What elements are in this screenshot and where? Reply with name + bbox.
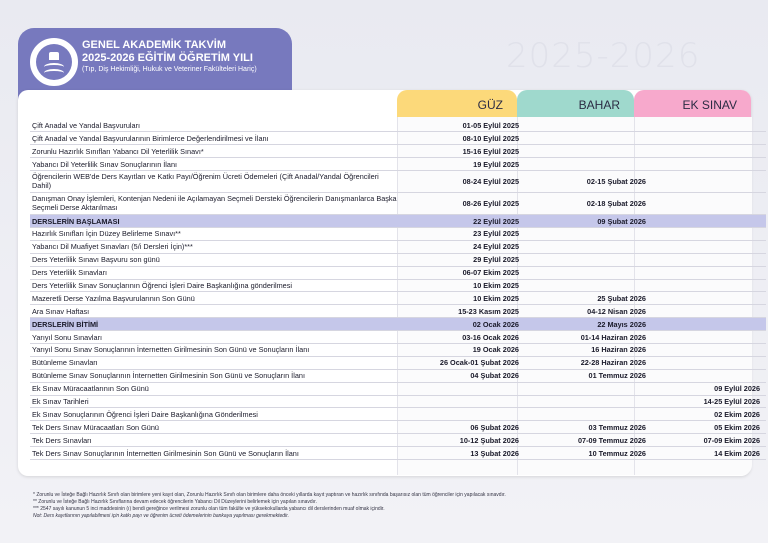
guz-date: 15-23 Kasım 2025 [399, 305, 529, 318]
guz-date: 13 Şubat 2026 [399, 447, 529, 460]
table-row [30, 119, 766, 132]
guz-date: 06-07 Ekim 2025 [399, 266, 529, 279]
table-row [30, 408, 766, 421]
ek-sinav-date: 02 Ekim 2026 [656, 408, 766, 421]
guz-date: 02 Ocak 2026 [399, 318, 529, 331]
guz-date: 03-16 Ocak 2026 [399, 331, 529, 344]
footnote: *** 2547 sayılı kanunun 5 inci maddesinin (ı) bendi gereğince verilmesi zorunlu olan tüm fakülte ve yüksekokullarda yabancı dil derslerinden muaf olmak içindir. [33, 506, 385, 512]
ek-sinav-date [656, 318, 766, 331]
ek-sinav-date [656, 132, 766, 145]
bahar-date [529, 158, 656, 171]
table-row [30, 171, 766, 193]
guz-date: 22 Eylül 2025 [399, 215, 529, 228]
table-row [30, 382, 766, 395]
column-header-guz: GÜZ [397, 90, 517, 120]
column-header-bahar: BAHAR [517, 90, 634, 120]
bahar-date: 01 Temmuz 2026 [529, 369, 656, 382]
ek-sinav-date [656, 193, 766, 215]
event-label: Ek Sınav Müracaatlarının Son Günü [30, 382, 399, 395]
bahar-date: 02-18 Şubat 2026 [529, 193, 656, 215]
event-label: Ara Sınav Haftası [30, 305, 399, 318]
bahar-date [529, 408, 656, 421]
bahar-date: 01-14 Haziran 2026 [529, 331, 656, 344]
table-row [30, 421, 766, 434]
guz-date: 06 Şubat 2026 [399, 421, 529, 434]
table-row [30, 343, 766, 356]
event-label: Bütünleme Sınavları [30, 356, 399, 369]
event-label: Tek Ders Sınav Müracaatları Son Günü [30, 421, 399, 434]
ek-sinav-date: 05 Ekim 2026 [656, 421, 766, 434]
event-label: Danışman Onay İşlemleri, Kontenjan Nedeni ile Açılamayan Seçmeli Dersteki Öğrencilerin Danışmanlarca Başka Seçmeli Derse Aktarılması [30, 193, 399, 215]
guz-date: 08-10 Eylül 2025 [399, 132, 529, 145]
guz-date: 10-12 Şubat 2026 [399, 434, 529, 447]
table-row [30, 395, 766, 408]
table-row [30, 132, 766, 145]
ek-sinav-date [656, 331, 766, 344]
guz-date [399, 395, 529, 408]
bahar-date: 25 Şubat 2026 [529, 292, 656, 305]
ek-sinav-date [656, 158, 766, 171]
guz-date: 26 Ocak-01 Şubat 2026 [399, 356, 529, 369]
table-row [30, 193, 766, 215]
table-row [30, 305, 766, 318]
table-row [30, 240, 766, 253]
event-label: Ders Yeterlilik Sınav Sonuçlarının Öğrenci İşleri Daire Başkanlığına gönderilmesi [30, 279, 399, 292]
event-label: Ek Sınav Sonuçlarının Öğrenci İşleri Daire Başkanlığına Gönderilmesi [30, 408, 399, 421]
ek-sinav-date [656, 279, 766, 292]
guz-date [399, 408, 529, 421]
university-logo-icon [30, 38, 78, 86]
ek-sinav-date: 09 Eylül 2026 [656, 382, 766, 395]
event-label: Hazırlık Sınıfları İçin Düzey Belirleme Sınavı** [30, 227, 399, 240]
event-label: Zorunlu Hazırlık Sınıfları Yabancı Dil Yeterlilik Sınavı* [30, 145, 399, 158]
calendar-subtitle: (Tıp, Diş Hekimliği, Hukuk ve Veteriner Fakülteleri Hariç) [82, 66, 257, 73]
table-row [30, 292, 766, 305]
footnote: ** Zorunlu ve İsteğe Bağlı Hazırlık Sınıflarına devam edecek öğrencilerin Yabancı Dil Düzeylerini belirlemek için yapılan sınavdır. [33, 499, 317, 505]
event-label: DERSLERİN BAŞLAMASI [30, 215, 399, 228]
event-label: Mazeretli Derse Yazılma Başvurularının Son Günü [30, 292, 399, 305]
guz-date: 01-05 Eylül 2025 [399, 119, 529, 132]
payment-note: Not: Ders kayıtlarının yapılabilmesi için katkı payı ve öğrenim ücreti ödemelerinin bankaya yapılması gerekmektedir. [33, 513, 290, 519]
guz-date [399, 382, 529, 395]
guz-date: 10 Ekim 2025 [399, 279, 529, 292]
table-row [30, 356, 766, 369]
bahar-date: 03 Temmuz 2026 [529, 421, 656, 434]
event-label: Ders Yeterlilik Sınavı Başvuru son günü [30, 253, 399, 266]
guz-date: 08-26 Eylül 2025 [399, 193, 529, 215]
event-label: Çift Anadal ve Yandal Başvuruları [30, 119, 399, 132]
bahar-date: 10 Temmuz 2026 [529, 447, 656, 460]
table-row [30, 434, 766, 447]
event-label: Yarıyıl Sonu Sınav Sonuçlarının İnternetten Girilmesinin Son Günü ve Sonuçların İlanı [30, 343, 399, 356]
guz-date: 08-24 Eylül 2025 [399, 171, 529, 193]
table-row [30, 253, 766, 266]
bahar-date: 02-15 Şubat 2026 [529, 171, 656, 193]
ek-sinav-date [656, 343, 766, 356]
footnotes [33, 492, 753, 520]
table-row [30, 266, 766, 279]
academic-calendar-table [30, 119, 766, 460]
bahar-date [529, 119, 656, 132]
bahar-date: 22 Mayıs 2026 [529, 318, 656, 331]
ek-sinav-date [656, 356, 766, 369]
table-row [30, 369, 766, 382]
ek-sinav-date [656, 240, 766, 253]
table-row [30, 145, 766, 158]
bahar-date [529, 240, 656, 253]
ek-sinav-date [656, 369, 766, 382]
ek-sinav-date [656, 227, 766, 240]
event-label: Yabancı Dil Yeterlilik Sınav Sonuçlarının İlanı [30, 158, 399, 171]
bahar-date [529, 227, 656, 240]
event-label: Ders Yeterlilik Sınavları [30, 266, 399, 279]
milestone-row [30, 318, 766, 331]
bahar-date: 16 Haziran 2026 [529, 343, 656, 356]
event-label: Tek Ders Sınavları [30, 434, 399, 447]
bahar-date: 09 Şubat 2026 [529, 215, 656, 228]
bahar-date [529, 395, 656, 408]
ek-sinav-date: 14 Ekim 2026 [656, 447, 766, 460]
bahar-date [529, 253, 656, 266]
academic-year-title: 2025-2026 EĞİTİM ÖĞRETİM YILI [82, 52, 253, 64]
ek-sinav-date [656, 292, 766, 305]
table-row [30, 227, 766, 240]
ek-sinav-date [656, 215, 766, 228]
ek-sinav-date [656, 253, 766, 266]
guz-date: 29 Eylül 2025 [399, 253, 529, 266]
calendar-title: GENEL AKADEMİK TAKVİM [82, 39, 227, 51]
guz-date: 10 Ekim 2025 [399, 292, 529, 305]
ek-sinav-date [656, 171, 766, 193]
ek-sinav-date: 14-25 Eylül 2026 [656, 395, 766, 408]
ek-sinav-date [656, 119, 766, 132]
bahar-date [529, 132, 656, 145]
event-label: Bütünleme Sınav Sonuçlarının İnternetten Girilmesinin Son Günü ve Sonuçların İlanı [30, 369, 399, 382]
event-label: Tek Ders Sınav Sonuçlarının İnternetten Girilmesinin Son Günü ve Sonuçların İlanı [30, 447, 399, 460]
event-label: DERSLERİN BİTİMİ [30, 318, 399, 331]
bahar-date [529, 279, 656, 292]
guz-date: 24 Eylül 2025 [399, 240, 529, 253]
table-row [30, 447, 766, 460]
guz-date: 19 Eylül 2025 [399, 158, 529, 171]
event-label: Ek Sınav Tarihleri [30, 395, 399, 408]
table-row [30, 158, 766, 171]
event-label: Yabancı Dil Muafiyet Sınavları (5/i Dersleri İçin)*** [30, 240, 399, 253]
guz-date: 23 Eylül 2025 [399, 227, 529, 240]
event-label: Çift Anadal ve Yandal Başvurularının Birimlerce Değerlendirilmesi ve İlanı [30, 132, 399, 145]
bahar-date [529, 382, 656, 395]
guz-date: 19 Ocak 2026 [399, 343, 529, 356]
column-header-ek-sinav: EK SINAV [634, 90, 751, 120]
table-row [30, 331, 766, 344]
footnote: * Zorunlu ve İsteğe Bağlı Hazırlık Sınıfı olan birimlere yeni kayıt olan, Zorunlu Hazırlık Sınıfı olan birimlere daha önceki yıllarda kayıt yaptıran ve hazırlık sınıfında başarısız olan tüm öğrenciler için yapılacak sınavdır. [33, 492, 506, 498]
ek-sinav-date [656, 305, 766, 318]
bahar-date [529, 266, 656, 279]
ek-sinav-date [656, 266, 766, 279]
event-label: Öğrencilerin WEB'de Ders Kayıtları ve Katkı Payı/Öğrenim Ücreti Ödemeleri (Çift Anadal/Yandal Öğrencileri Dahil) [30, 171, 399, 193]
event-label: Yarıyıl Sonu Sınavları [30, 331, 399, 344]
guz-date: 04 Şubat 2026 [399, 369, 529, 382]
bahar-date: 04-12 Nisan 2026 [529, 305, 656, 318]
ek-sinav-date [656, 145, 766, 158]
year-watermark: 2025-2026 [506, 36, 701, 76]
milestone-row [30, 215, 766, 228]
bahar-date: 22-28 Haziran 2026 [529, 356, 656, 369]
ek-sinav-date: 07-09 Ekim 2026 [656, 434, 766, 447]
guz-date: 15-16 Eylül 2025 [399, 145, 529, 158]
table-row [30, 279, 766, 292]
bahar-date: 07-09 Temmuz 2026 [529, 434, 656, 447]
bahar-date [529, 145, 656, 158]
